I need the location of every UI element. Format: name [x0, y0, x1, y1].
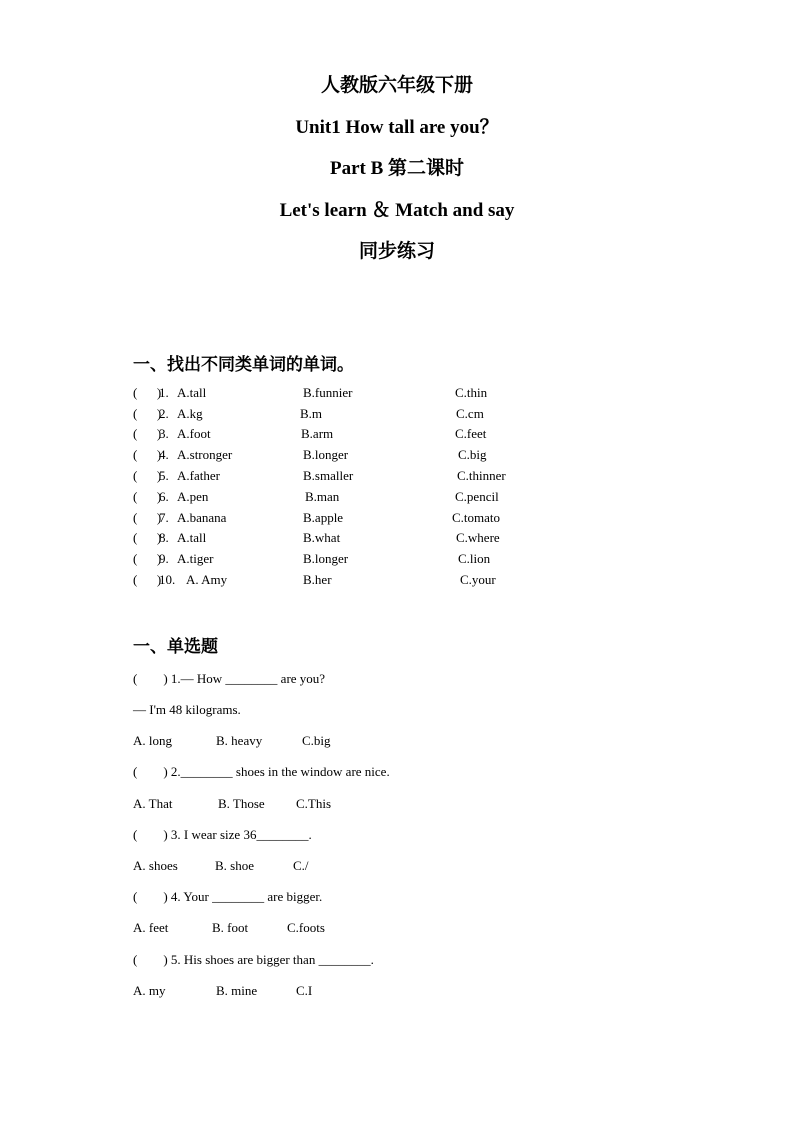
item-number: 3.	[159, 426, 169, 441]
answer-blank[interactable]: ( )	[133, 489, 162, 504]
option-a: A. shoes	[133, 858, 178, 873]
odd-one-out-item	[133, 510, 653, 528]
option-c: C.cm	[456, 406, 484, 421]
option-c: C.thin	[455, 385, 488, 400]
item-number: 9.	[159, 551, 169, 566]
item-number: 4.	[159, 447, 169, 462]
title-practice: 同步练习	[358, 241, 435, 262]
answer-blank[interactable]: ( )	[133, 385, 162, 400]
section1-heading: 一、找出不同类单词的单词。	[133, 355, 354, 374]
option-c: C.foots	[287, 920, 325, 935]
option-c: C.big	[458, 447, 487, 462]
odd-one-out-item	[133, 385, 653, 403]
odd-one-out-item	[133, 551, 653, 569]
option-a: A. That	[133, 796, 173, 811]
option-a: A.father	[177, 468, 220, 483]
option-a: A.stronger	[177, 447, 233, 462]
option-c: C.tomato	[452, 510, 501, 525]
odd-one-out-item	[133, 406, 653, 424]
option-a: A.tall	[177, 530, 207, 545]
answer-blank[interactable]: ( )	[133, 406, 162, 421]
option-a: A.foot	[177, 426, 211, 441]
item-number: 1.	[159, 385, 169, 400]
answer-blank[interactable]: ( )	[133, 530, 162, 545]
answer-blank[interactable]: ( )	[133, 447, 162, 462]
section2-heading: 一、单选题	[133, 637, 218, 656]
option-b: B. Those	[218, 796, 265, 811]
item-number: 5.	[159, 468, 169, 483]
option-c: C.lion	[458, 551, 491, 566]
option-b: B.longer	[303, 551, 349, 566]
option-b: B.what	[303, 530, 341, 545]
option-a: A.tall	[177, 385, 207, 400]
answer-blank[interactable]: ( )	[133, 510, 162, 525]
option-b: B.smaller	[303, 468, 354, 483]
odd-one-out-item	[133, 530, 653, 548]
question-5-options	[133, 983, 653, 1001]
option-c: C.big	[302, 733, 331, 748]
answer-blank[interactable]: ( )	[133, 468, 162, 483]
option-b: B.arm	[301, 426, 334, 441]
option-c: C.pencil	[455, 489, 499, 504]
answer-blank[interactable]: ( )	[133, 426, 162, 441]
option-a: A. long	[133, 733, 172, 748]
option-a: A.pen	[177, 489, 209, 504]
option-c: C.your	[460, 572, 496, 587]
question-4-stem: ( ) 4. Your ________ are bigger.	[133, 889, 323, 904]
option-c: C.where	[456, 530, 500, 545]
title-unit: Unit1 How tall are you？	[295, 117, 499, 138]
item-number: 10.	[159, 572, 176, 587]
option-a: A. feet	[133, 920, 169, 935]
option-c: C.I	[296, 983, 313, 998]
question-4-options	[133, 920, 653, 938]
answer-blank[interactable]: ( )	[133, 572, 162, 587]
option-c: C.feet	[455, 426, 487, 441]
option-b: B.longer	[303, 447, 349, 462]
odd-one-out-item	[133, 447, 653, 465]
question-2-options	[133, 796, 653, 814]
option-a: A. Amy	[186, 572, 228, 587]
option-b: B.her	[303, 572, 332, 587]
odd-one-out-item	[133, 426, 653, 444]
odd-one-out-item	[133, 572, 653, 590]
option-b: B.funnier	[303, 385, 353, 400]
option-b: B. heavy	[216, 733, 263, 748]
item-number: 7.	[159, 510, 169, 525]
option-b: B. mine	[216, 983, 258, 998]
option-a: A.banana	[177, 510, 227, 525]
option-c: C.thinner	[457, 468, 506, 483]
option-a: A.tiger	[177, 551, 214, 566]
answer-blank[interactable]: ( )	[133, 551, 162, 566]
question-1-options	[133, 733, 653, 751]
option-c: C.This	[296, 796, 332, 811]
question-1-reply: — I'm 48 kilograms.	[133, 702, 241, 717]
option-b: B. shoe	[215, 858, 254, 873]
option-b: B.man	[305, 489, 340, 504]
option-b: B.apple	[303, 510, 344, 525]
title-grade: 人教版六年级下册	[320, 75, 473, 96]
question-2-stem: ( ) 2.________ shoes in the window are nice.	[133, 764, 390, 779]
option-a: A.kg	[177, 406, 203, 421]
item-number: 2.	[159, 406, 169, 421]
option-b: B. foot	[212, 920, 249, 935]
option-c: C./	[293, 858, 309, 873]
title-part: Part B 第二课时	[329, 158, 465, 179]
title-lesson: Let's learn ＆ Match and say	[279, 200, 515, 221]
odd-one-out-item	[133, 468, 653, 486]
question-5-stem: ( ) 5. His shoes are bigger than ________.	[133, 952, 374, 967]
question-3-stem: ( ) 3. I wear size 36________.	[133, 827, 312, 842]
question-1-stem: ( ) 1.— How ________ are you?	[133, 671, 326, 686]
question-3-options	[133, 858, 653, 876]
option-a: A. my	[133, 983, 166, 998]
item-number: 6.	[159, 489, 169, 504]
option-b: B.m	[300, 406, 323, 421]
odd-one-out-item	[133, 489, 653, 507]
item-number: 8.	[159, 530, 169, 545]
